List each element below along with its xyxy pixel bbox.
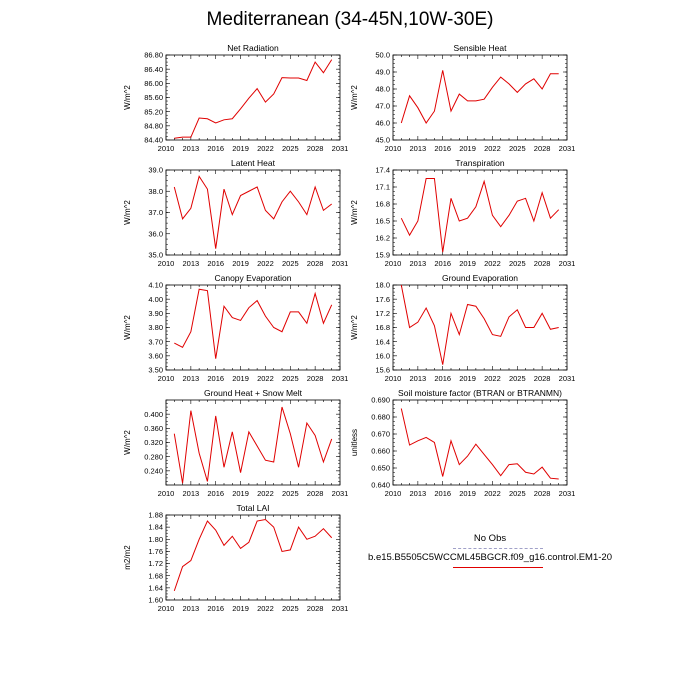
- y-tick-label: 0.280: [144, 452, 163, 462]
- x-tick-label: 2022: [484, 489, 501, 498]
- y-tick-label: 1.76: [148, 547, 163, 557]
- x-tick-label: 2022: [484, 374, 501, 383]
- y-tick-label: 1.72: [148, 559, 163, 569]
- y-tick-label: 17.4: [375, 165, 390, 175]
- panel-total-lai: [123, 503, 348, 613]
- x-tick-label: 2016: [434, 144, 452, 153]
- y-tick-label: 48.0: [375, 84, 390, 94]
- panel-latent-heat: [123, 158, 348, 268]
- y-tick-label: 84.40: [144, 135, 163, 145]
- x-tick-label: 2019: [232, 259, 249, 268]
- y-tick-label: 1.60: [148, 595, 163, 605]
- y-axis-label: W/m^2: [350, 315, 359, 340]
- y-tick-label: 47.0: [375, 101, 390, 111]
- x-tick-label: 2019: [232, 144, 249, 153]
- y-axis-label: W/m^2: [350, 85, 359, 110]
- panel-canopy-evaporation: [123, 273, 348, 383]
- panel-net-radiation: [123, 43, 348, 153]
- series-line: [401, 70, 558, 123]
- x-tick-label: 2022: [257, 604, 274, 613]
- x-tick-label: 2025: [281, 604, 299, 613]
- x-tick-label: 2031: [331, 374, 349, 383]
- x-tick-label: 2025: [508, 144, 526, 153]
- y-tick-label: 16.2: [375, 233, 390, 243]
- x-tick-label: 2010: [384, 144, 402, 153]
- y-tick-label: 0.360: [144, 423, 163, 433]
- x-tick-label: 2019: [459, 144, 476, 153]
- plot-frame: [393, 285, 567, 370]
- x-tick-label: 2022: [257, 259, 274, 268]
- x-tick-label: 2031: [558, 489, 576, 498]
- y-tick-label: 0.400: [144, 409, 163, 419]
- y-tick-label: 3.60: [148, 351, 163, 361]
- y-tick-label: 17.1: [375, 182, 390, 192]
- y-tick-label: 3.90: [148, 308, 163, 318]
- x-tick-label: 2028: [306, 144, 324, 153]
- x-tick-label: 2031: [331, 489, 349, 498]
- x-tick-label: 2025: [281, 144, 299, 153]
- legend-label-no-obs: No Obs: [473, 533, 507, 544]
- x-tick-label: 2022: [257, 489, 274, 498]
- x-tick-label: 2013: [409, 259, 427, 268]
- x-tick-label: 2010: [157, 259, 175, 268]
- x-tick-label: 2016: [207, 144, 225, 153]
- y-axis-label: W/m^2: [123, 200, 132, 225]
- x-tick-label: 2013: [182, 604, 200, 613]
- y-tick-label: 46.0: [375, 118, 390, 128]
- x-tick-label: 2019: [232, 489, 249, 498]
- x-tick-label: 2028: [306, 259, 324, 268]
- plot-frame: [166, 55, 340, 140]
- panel-title: Latent Heat: [231, 158, 275, 168]
- x-tick-label: 2028: [306, 489, 324, 498]
- x-tick-label: 2022: [484, 259, 501, 268]
- y-tick-label: 45.0: [375, 135, 390, 145]
- plot-frame: [393, 400, 567, 485]
- page-title: Mediterranean (34-45N,10W-30E): [206, 9, 494, 30]
- y-tick-label: 0.640: [371, 480, 390, 490]
- plot-frame: [393, 55, 567, 140]
- y-tick-label: 0.240: [144, 466, 163, 476]
- x-tick-label: 2013: [182, 489, 200, 498]
- y-tick-label: 4.10: [148, 280, 163, 290]
- x-tick-label: 2019: [459, 374, 476, 383]
- x-tick-label: 2022: [257, 144, 274, 153]
- panel-title: Sensible Heat: [453, 43, 507, 53]
- y-tick-label: 0.670: [371, 429, 390, 439]
- panel-title: Ground Evaporation: [441, 273, 519, 283]
- x-tick-label: 2031: [558, 374, 576, 383]
- y-tick-label: 16.5: [375, 216, 390, 226]
- y-tick-label: 16.0: [375, 351, 390, 361]
- y-tick-label: 1.80: [148, 534, 163, 544]
- y-tick-label: 86.80: [144, 50, 163, 60]
- plot-frame: [166, 170, 340, 255]
- x-tick-label: 2028: [533, 259, 551, 268]
- x-tick-label: 2019: [459, 259, 476, 268]
- y-axis-label: unitless: [350, 428, 359, 457]
- y-tick-label: 1.68: [148, 571, 163, 581]
- y-tick-label: 39.0: [148, 165, 163, 175]
- y-tick-label: 35.0: [148, 250, 163, 260]
- y-tick-label: 86.40: [144, 64, 163, 74]
- y-tick-label: 17.2: [375, 308, 390, 318]
- y-tick-label: 3.70: [148, 337, 163, 347]
- x-tick-label: 2016: [434, 489, 452, 498]
- x-tick-label: 2010: [157, 374, 175, 383]
- x-tick-label: 2016: [207, 374, 225, 383]
- x-tick-label: 2010: [157, 144, 175, 153]
- x-tick-label: 2031: [331, 604, 349, 613]
- y-axis-label: W/m^2: [123, 315, 132, 340]
- y-tick-label: 3.50: [148, 365, 163, 375]
- x-tick-label: 2025: [508, 489, 526, 498]
- y-tick-label: 85.20: [144, 107, 163, 117]
- panel-title: Ground Heat + Snow Melt: [203, 388, 303, 398]
- y-tick-label: 16.8: [375, 199, 390, 209]
- y-tick-label: 38.0: [148, 186, 163, 196]
- plot-frame: [166, 400, 340, 485]
- y-tick-label: 4.00: [148, 294, 163, 304]
- x-tick-label: 2025: [508, 374, 526, 383]
- x-tick-label: 2016: [207, 259, 225, 268]
- x-tick-label: 2016: [434, 374, 452, 383]
- series-line: [174, 176, 331, 248]
- y-tick-label: 0.320: [144, 438, 163, 448]
- y-tick-label: 1.88: [148, 510, 163, 520]
- y-tick-label: 84.80: [144, 121, 163, 131]
- series-line: [174, 60, 331, 139]
- x-tick-label: 2010: [384, 489, 402, 498]
- x-tick-label: 2019: [232, 374, 249, 383]
- y-axis-label: W/m^2: [350, 200, 359, 225]
- x-tick-label: 2028: [533, 374, 551, 383]
- panel-ground-evaporation: [350, 273, 575, 383]
- x-tick-label: 2031: [558, 259, 576, 268]
- x-tick-label: 2025: [281, 374, 299, 383]
- x-tick-label: 2031: [331, 259, 349, 268]
- series-line: [174, 289, 331, 358]
- y-tick-label: 16.4: [375, 337, 390, 347]
- panel-title: Net Radiation: [227, 43, 279, 53]
- x-tick-label: 2025: [508, 259, 526, 268]
- panel-ground-heat-snow-melt: [123, 388, 348, 498]
- x-tick-label: 2010: [157, 489, 175, 498]
- x-tick-label: 2016: [207, 604, 225, 613]
- y-tick-label: 17.6: [375, 294, 390, 304]
- x-tick-label: 2019: [232, 604, 249, 613]
- y-tick-label: 15.9: [375, 250, 390, 260]
- y-tick-label: 49.0: [375, 67, 390, 77]
- x-tick-label: 2028: [306, 604, 324, 613]
- x-tick-label: 2013: [182, 259, 200, 268]
- legend-line-control: [453, 567, 543, 568]
- series-line: [401, 285, 558, 365]
- series-line: [401, 409, 558, 480]
- y-axis-label: W/m^2: [123, 430, 132, 455]
- y-tick-label: 37.0: [148, 208, 163, 218]
- panel-soil-moisture-factor-btran-or-btranmn: [350, 388, 575, 498]
- y-tick-label: 16.8: [375, 323, 390, 333]
- y-tick-label: 1.64: [148, 583, 163, 593]
- x-tick-label: 2013: [409, 489, 427, 498]
- y-tick-label: 85.60: [144, 93, 163, 103]
- y-tick-label: 0.690: [371, 395, 390, 405]
- legend-label-control: b.e15.B5505C5WCCML45BGCR.f09_g16.control.EM1-20: [368, 552, 612, 563]
- y-tick-label: 18.0: [375, 280, 390, 290]
- y-tick-label: 15.6: [375, 365, 390, 375]
- y-tick-label: 86.00: [144, 78, 163, 88]
- y-tick-label: 3.80: [148, 323, 163, 333]
- x-tick-label: 2013: [409, 374, 427, 383]
- x-tick-label: 2022: [257, 374, 274, 383]
- x-tick-label: 2028: [306, 374, 324, 383]
- x-tick-label: 2031: [558, 144, 576, 153]
- x-tick-label: 2022: [484, 144, 501, 153]
- panel-title: Transpiration: [455, 158, 505, 168]
- y-axis-label: W/m^2: [123, 85, 132, 110]
- x-tick-label: 2016: [207, 489, 225, 498]
- x-tick-label: 2019: [459, 489, 476, 498]
- y-tick-label: 50.0: [375, 50, 390, 60]
- panel-title: Total LAI: [236, 503, 270, 513]
- x-tick-label: 2031: [331, 144, 349, 153]
- panel-transpiration: [350, 158, 575, 268]
- x-tick-label: 2010: [384, 374, 402, 383]
- x-tick-label: 2010: [384, 259, 402, 268]
- legend-line-no-obs: [453, 548, 543, 549]
- x-tick-label: 2013: [409, 144, 427, 153]
- x-tick-label: 2028: [533, 144, 551, 153]
- y-tick-label: 0.680: [371, 412, 390, 422]
- x-tick-label: 2013: [182, 144, 200, 153]
- x-tick-label: 2025: [281, 259, 299, 268]
- y-axis-label: m2/m2: [123, 545, 132, 570]
- series-line: [174, 520, 331, 591]
- y-tick-label: 0.650: [371, 463, 390, 473]
- x-tick-label: 2013: [182, 374, 200, 383]
- panel-sensible-heat: [350, 43, 575, 153]
- x-tick-label: 2010: [157, 604, 175, 613]
- panel-title: Canopy Evaporation: [214, 273, 292, 283]
- x-tick-label: 2016: [434, 259, 452, 268]
- y-tick-label: 0.660: [371, 446, 390, 456]
- y-tick-label: 36.0: [148, 229, 163, 239]
- panel-title: Soil moisture factor (BTRAN or BTRANMN): [398, 388, 562, 398]
- series-line: [401, 179, 558, 253]
- x-tick-label: 2025: [281, 489, 299, 498]
- series-line: [174, 407, 331, 483]
- x-tick-label: 2028: [533, 489, 551, 498]
- y-tick-label: 1.84: [148, 522, 163, 532]
